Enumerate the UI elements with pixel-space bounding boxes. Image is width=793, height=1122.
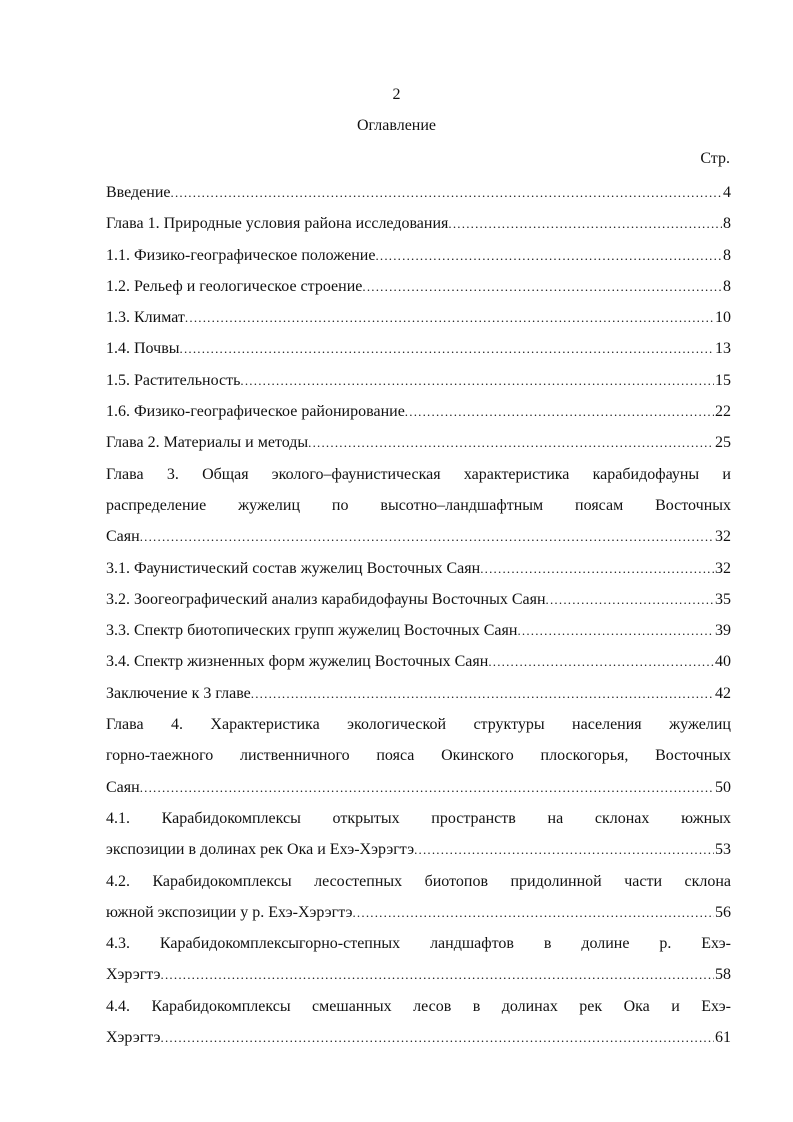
toc-page-number: 4 bbox=[723, 184, 731, 201]
toc-entry-text-line: 4.3. Карабидокомплексыгорно-степных ландшафтов в долине р. Ехэ- bbox=[106, 935, 731, 953]
dot-leader bbox=[448, 208, 722, 239]
toc-page-number: 8 bbox=[723, 277, 731, 295]
toc-page-number: 40 bbox=[715, 653, 731, 671]
toc-entry bbox=[106, 459, 731, 553]
toc-entry bbox=[106, 553, 731, 584]
toc-entry-text: южной экспозиции у р. Ехэ-Хэрэгтэ bbox=[106, 903, 353, 921]
toc-page-number: 39 bbox=[715, 622, 731, 640]
toc-entry-text-line: Глава 3. Общая эколого–фаунистическая характеристика карабидофауны и bbox=[106, 465, 731, 483]
page-number: 2 bbox=[392, 86, 401, 103]
toc-entry-last-line bbox=[106, 521, 731, 552]
toc-page-number: 22 bbox=[715, 403, 731, 421]
toc-page-number: 8 bbox=[723, 215, 731, 233]
toc-entry-text: Глава 1. Природные условия района исследования bbox=[106, 215, 449, 233]
toc-entry bbox=[106, 866, 731, 929]
page-column-label: Стр. bbox=[700, 150, 730, 167]
toc-entry-text-line: 4.4. Карабидокомплексы смешанных лесов в долинах рек Ока и Ехэ- bbox=[106, 997, 731, 1015]
dot-leader bbox=[161, 959, 714, 990]
toc-entry-text: 1.1. Физико-географическое положение bbox=[106, 246, 376, 264]
toc-entry bbox=[106, 584, 731, 615]
toc-entry-text-line: 4.1. Карабидокомплексы открытых пространств на склонах южных bbox=[106, 809, 731, 827]
toc-entry-text: Заключение к 3 главе bbox=[106, 684, 251, 702]
toc-page-number: 10 bbox=[715, 309, 731, 327]
toc-page-number: 58 bbox=[715, 966, 731, 984]
toc-page-number: 8 bbox=[723, 246, 731, 264]
toc-entry-text: 1.3. Климат bbox=[106, 309, 185, 327]
toc-entry bbox=[106, 208, 731, 239]
dot-leader bbox=[140, 521, 714, 552]
toc-entry bbox=[106, 646, 731, 677]
toc-entry-text: Введение bbox=[106, 184, 171, 201]
toc-entry-text: 3.3. Спектр биотопических групп жужелиц Восточных Саян bbox=[106, 622, 518, 640]
dot-leader bbox=[488, 646, 714, 677]
dot-leader bbox=[140, 772, 714, 803]
toc-page-number: 61 bbox=[715, 1029, 731, 1047]
toc-entry bbox=[106, 678, 731, 709]
toc-entry-text: Глава 2. Материалы и методы bbox=[106, 434, 309, 452]
toc-entry bbox=[106, 709, 731, 803]
toc-entry-last-line bbox=[106, 772, 731, 803]
toc-entry-text-line: 4.2. Карабидокомплексы лесостепных биотопов придолинной части склона bbox=[106, 872, 731, 890]
dot-leader bbox=[362, 271, 722, 302]
toc-page-number: 25 bbox=[715, 434, 731, 452]
dot-leader bbox=[517, 615, 714, 646]
toc-page-number: 56 bbox=[715, 903, 731, 921]
dot-leader bbox=[240, 365, 714, 396]
toc-entry-text: Саян bbox=[106, 528, 140, 546]
toc-entry-text: 3.4. Спектр жизненных форм жужелиц Восточных Саян bbox=[106, 653, 489, 671]
toc-entry bbox=[106, 177, 731, 208]
toc-entry bbox=[106, 365, 731, 396]
dot-leader bbox=[480, 553, 714, 584]
toc-entry bbox=[106, 271, 731, 302]
dot-leader bbox=[352, 897, 714, 928]
toc-entry-text: Хэрэгтэ bbox=[106, 966, 161, 984]
toc-entry bbox=[106, 928, 731, 991]
toc-entry-text: 1.6. Физико-географическое районирование bbox=[106, 403, 405, 421]
dot-leader bbox=[171, 177, 723, 208]
toc-entry-last-line bbox=[106, 959, 731, 990]
dot-leader bbox=[161, 1022, 714, 1053]
toc-entry bbox=[106, 803, 731, 866]
dot-leader bbox=[180, 333, 715, 364]
toc-entry-text-line: Глава 4. Характеристика экологической структуры населения жужелиц bbox=[106, 716, 731, 734]
toc-entry-text-line: распределение жужелиц по высотно–ландшафтным поясам Восточных bbox=[106, 496, 731, 514]
toc-page-number: 32 bbox=[715, 528, 731, 546]
toc-entry-text: Саян bbox=[106, 778, 140, 796]
page-title: Оглавление bbox=[356, 117, 437, 134]
toc-entry bbox=[106, 396, 731, 427]
toc-page-number: 35 bbox=[715, 590, 731, 608]
toc-entry bbox=[106, 615, 731, 646]
dot-leader bbox=[251, 678, 714, 709]
toc-entry-text-line: горно-таежного лиственничного пояса Окинского плоскогорья, Восточных bbox=[106, 747, 731, 765]
toc-entry bbox=[106, 302, 731, 333]
dot-leader bbox=[414, 834, 714, 865]
dot-leader bbox=[375, 240, 722, 271]
toc-page-number: 13 bbox=[715, 340, 731, 358]
toc-entry-text: Хэрэгтэ bbox=[106, 1029, 161, 1047]
toc-entry bbox=[106, 240, 731, 271]
dot-leader bbox=[185, 302, 714, 333]
toc-entry-text: 1.5. Растительность bbox=[106, 371, 241, 389]
toc-entry-last-line bbox=[106, 897, 731, 928]
toc-page-number: 50 bbox=[715, 778, 731, 796]
dot-leader bbox=[405, 396, 714, 427]
table-of-contents bbox=[106, 177, 731, 1053]
toc-entry bbox=[106, 991, 731, 1054]
dot-leader bbox=[308, 427, 714, 458]
toc-entry-text: 3.2. Зоогеографический анализ карабидофауны Восточных Саян bbox=[106, 590, 546, 608]
toc-entry-text: экспозиции в долинах рек Ока и Ехэ-Хэрэгтэ bbox=[106, 841, 415, 859]
toc-entry bbox=[106, 427, 731, 458]
toc-entry bbox=[106, 333, 731, 364]
toc-entry-text: 1.4. Почвы bbox=[106, 340, 180, 358]
dot-leader bbox=[546, 584, 714, 615]
toc-page-number: 15 bbox=[715, 371, 731, 389]
toc-entry-last-line bbox=[106, 1022, 731, 1053]
toc-page-number: 53 bbox=[715, 841, 731, 859]
toc-entry-text: 3.1. Фаунистический состав жужелиц Восточных Саян bbox=[106, 559, 481, 577]
toc-entry-text: 1.2. Рельеф и геологическое строение bbox=[106, 277, 363, 295]
toc-page-number: 42 bbox=[715, 684, 731, 702]
toc-entry-last-line bbox=[106, 834, 731, 865]
toc-page-number: 32 bbox=[715, 559, 731, 577]
